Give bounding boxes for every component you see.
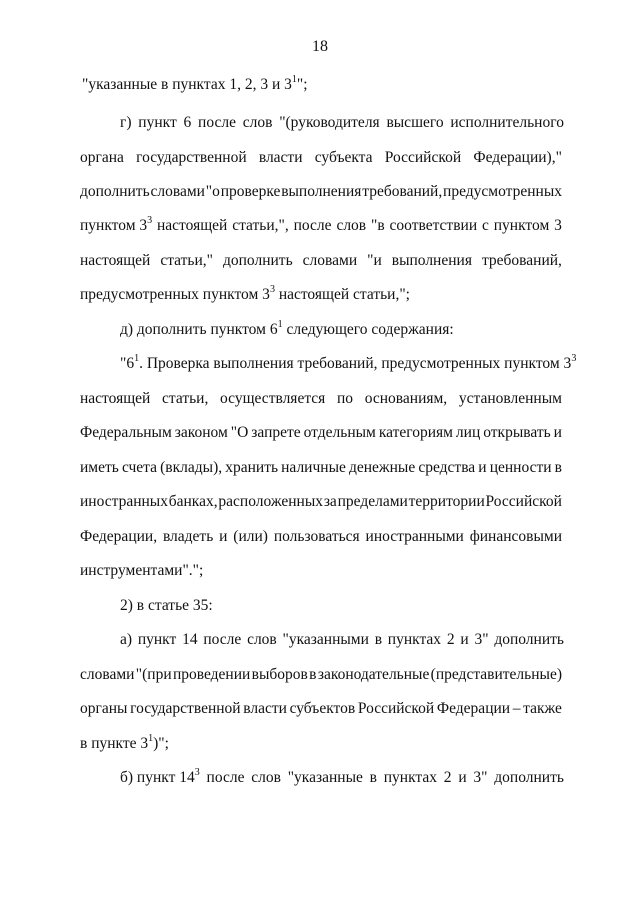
text-line-1: "указанные в пунктах 1, 2, 3 и $3^1$";: [82, 74, 308, 93]
text-line-8: д) дополнить пунктом $6^1$ следующего содержания:: [120, 319, 454, 338]
text-line-10: настоящей статьи, осуществляется по основаниям, установленным: [80, 390, 562, 407]
text-line-14: Федерации, владеть и (или) пользоваться иностранными финансовыми: [80, 528, 562, 545]
text-line-5: пунктом $3^3$ настоящей статьи,", после слов "в соответствии с пунктом 3: [80, 215, 562, 234]
text-line-21: б) пункт $14^3$ после слов "указанные в пунктах 2 и 3" дополнить: [120, 767, 564, 786]
text-line-4: дополнить словами "о проверке выполнения требований, предусмотренных: [80, 183, 562, 200]
text-line-9: "$6^1$. Проверка выполнения требований, предусмотренных пунктом $3^3$: [120, 353, 577, 372]
text-line-12: иметь счета (вклады), хранить наличные денежные средства и ценности в: [80, 459, 562, 476]
text-line-6: настоящей статьи," дополнить словами "и выполнения требований,: [80, 252, 562, 269]
text-line-15: инструментами".";: [80, 562, 204, 579]
page-number: 18: [312, 38, 328, 55]
text-line-11: Федеральным законом "О запрете отдельным категориям лиц открывать и: [80, 424, 562, 441]
text-line-18: словами "(при проведении выборов в законодательные (представительные): [80, 666, 562, 683]
text-line-3: органа государственной власти субъекта Российской Федерации),": [80, 149, 562, 166]
text-line-19: органы государственной власти субъектов Российской Федерации – также: [80, 700, 562, 717]
text-line-7: предусмотренных пунктом $3^3$ настоящей статьи,";: [80, 284, 410, 303]
text-line-13: иностранных банках, расположенных за пределами территории Российской: [80, 493, 562, 510]
text-line-17: а) пункт 14 после слов "указанными в пунктах 2 и 3" дополнить: [120, 631, 564, 648]
text-line-20: в пункте $3^1$)";: [80, 733, 169, 752]
text-line-2: г) пункт 6 после слов "(руководителя высшего исполнительного: [120, 114, 564, 131]
text-line-16: 2) в статье 35:: [120, 597, 213, 614]
